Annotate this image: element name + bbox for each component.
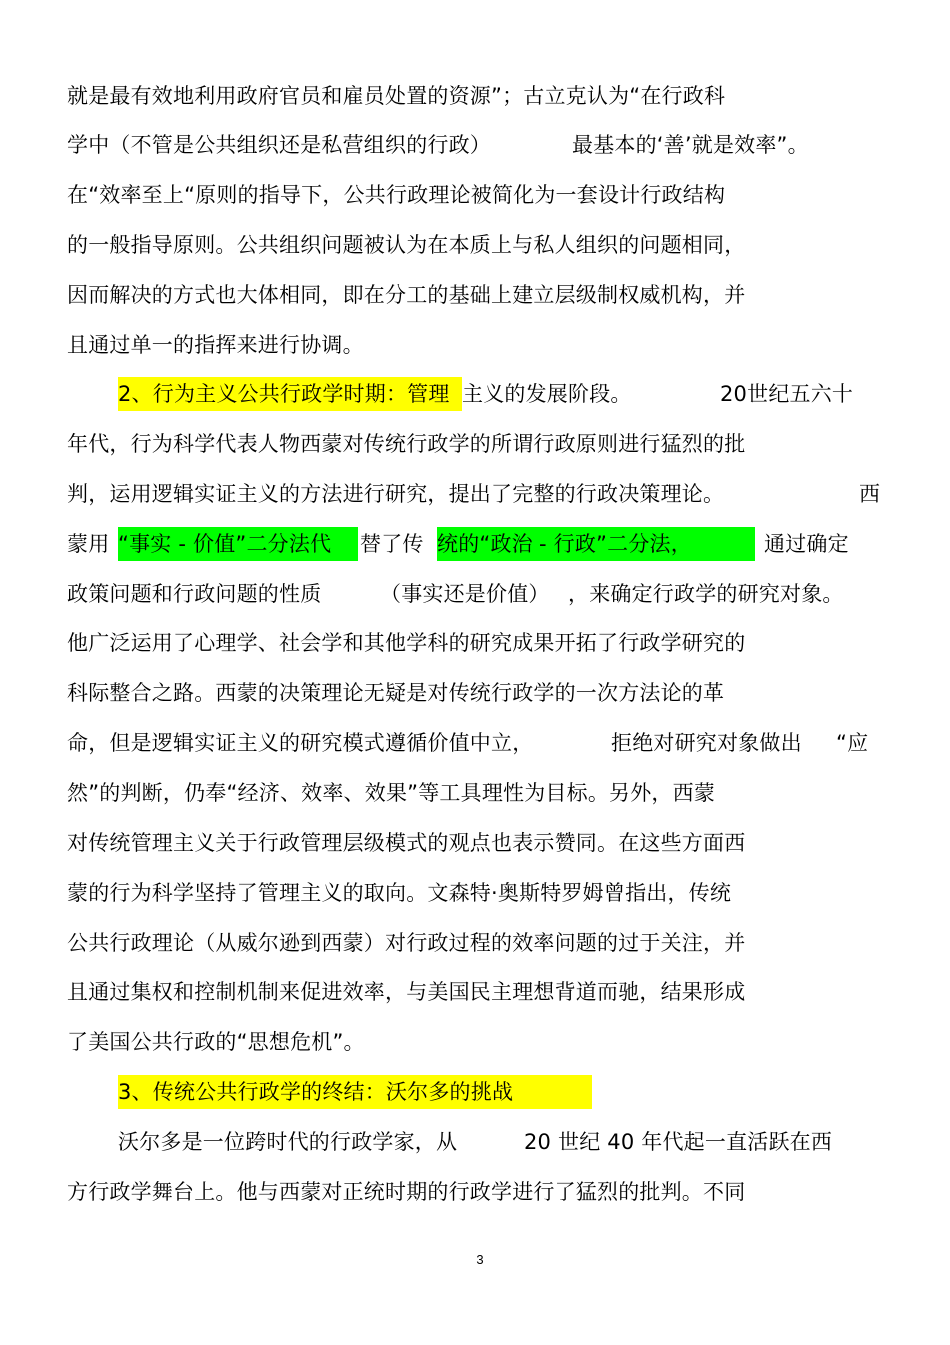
- text-segment: 20 世纪 40 年代起一直活跃在西: [524, 1130, 833, 1154]
- text-segment: 且通过单一的指挥来进行协调。: [67, 333, 364, 357]
- text-segment: 的一般指导原则。公共组织问题被认为在本质上与私人组织的问题相同，: [67, 233, 746, 257]
- text-segment: 通过确定: [764, 532, 849, 556]
- text-segment: 然”的判断，仍奉“经济、效率、效果”等工具理性为目标。另外，西蒙: [67, 781, 716, 805]
- text-segment: 他广泛运用了心理学、社会学和其他学科的研究成果开拓了行政学研究的: [67, 631, 746, 655]
- text-segment: 命，但是逻辑实证主义的研究模式遵循价值中立，: [67, 731, 534, 755]
- green-highlight: - 行政”二分法，: [539, 527, 755, 561]
- text-segment: 年代，行为科学代表人物西蒙对传统行政学的所谓行政原则进行猛烈的批: [67, 432, 746, 456]
- text-segment: 最基本的‘善’就是效率”。: [572, 133, 809, 157]
- section-heading-highlight: 3、传统公共行政学的终结：沃尔多的挑战: [118, 1075, 592, 1109]
- text-segment: 方行政学舞台上。他与西蒙对正统时期的行政学进行了猛烈的批判。不同: [67, 1180, 746, 1204]
- page-number: 3: [476, 1252, 484, 1267]
- text-segment: 拒绝对研究对象做出: [611, 731, 802, 755]
- text-segment: 对传统管理主义关于行政管理层级模式的观点也表示赞同。在这些方面西: [67, 831, 746, 855]
- text-segment: 20世纪五六十: [720, 382, 854, 406]
- text-segment: 且通过集权和控制机制来促进效率，与美国民主理想背道而驰，结果形成: [67, 980, 746, 1004]
- text-segment: 蒙用: [67, 532, 110, 556]
- text-segment: 蒙的行为科学坚持了管理主义的取向。文森特·奥斯特罗姆曾指出，传统: [67, 881, 732, 905]
- text-segment: 了美国公共行政的“思想危机”。: [67, 1030, 365, 1054]
- section-heading-highlight: 2、行为主义公共行政学时期：管理: [118, 377, 462, 411]
- text-segment: 在“效率至上“原则的指导下，公共行政理论被简化为一套设计行政结构: [67, 183, 726, 207]
- text-segment: 因而解决的方式也大体相同，即在分工的基础上建立层级制权威机构，并: [67, 283, 746, 307]
- text-segment: ，来确定行政学的研究对象。: [568, 582, 844, 606]
- text-segment: 判，运用逻辑实证主义的方法进行研究，提出了完整的行政决策理论。: [67, 482, 725, 506]
- text-segment: 政策问题和行政问题的性质: [67, 582, 322, 606]
- text-segment: 西: [859, 482, 881, 506]
- text-segment: 主义的发展阶段。: [462, 382, 632, 406]
- text-segment: 沃尔多是一位跨时代的行政学家，从: [118, 1130, 458, 1154]
- green-highlight: 统的“政治: [437, 527, 539, 561]
- text-segment: 科际整合之路。西蒙的决策理论无疑是对传统行政学的一次方法论的革: [67, 681, 725, 705]
- text-segment: 替了传: [360, 532, 424, 556]
- text-segment: 学中（不管是公共组织还是私营组织的行政）: [67, 133, 491, 157]
- text-segment: 公共行政理论（从威尔逊到西蒙）对行政过程的效率问题的过于关注，并: [67, 931, 746, 955]
- text-segment: （事实还是价值）: [380, 582, 550, 606]
- text-segment: “应: [836, 731, 869, 755]
- text-segment: 就是最有效地利用政府官员和雇员处置的资源”；古立克认为“在行政科: [67, 84, 726, 108]
- green-highlight: “事实 - 价值”二分法代: [118, 527, 358, 561]
